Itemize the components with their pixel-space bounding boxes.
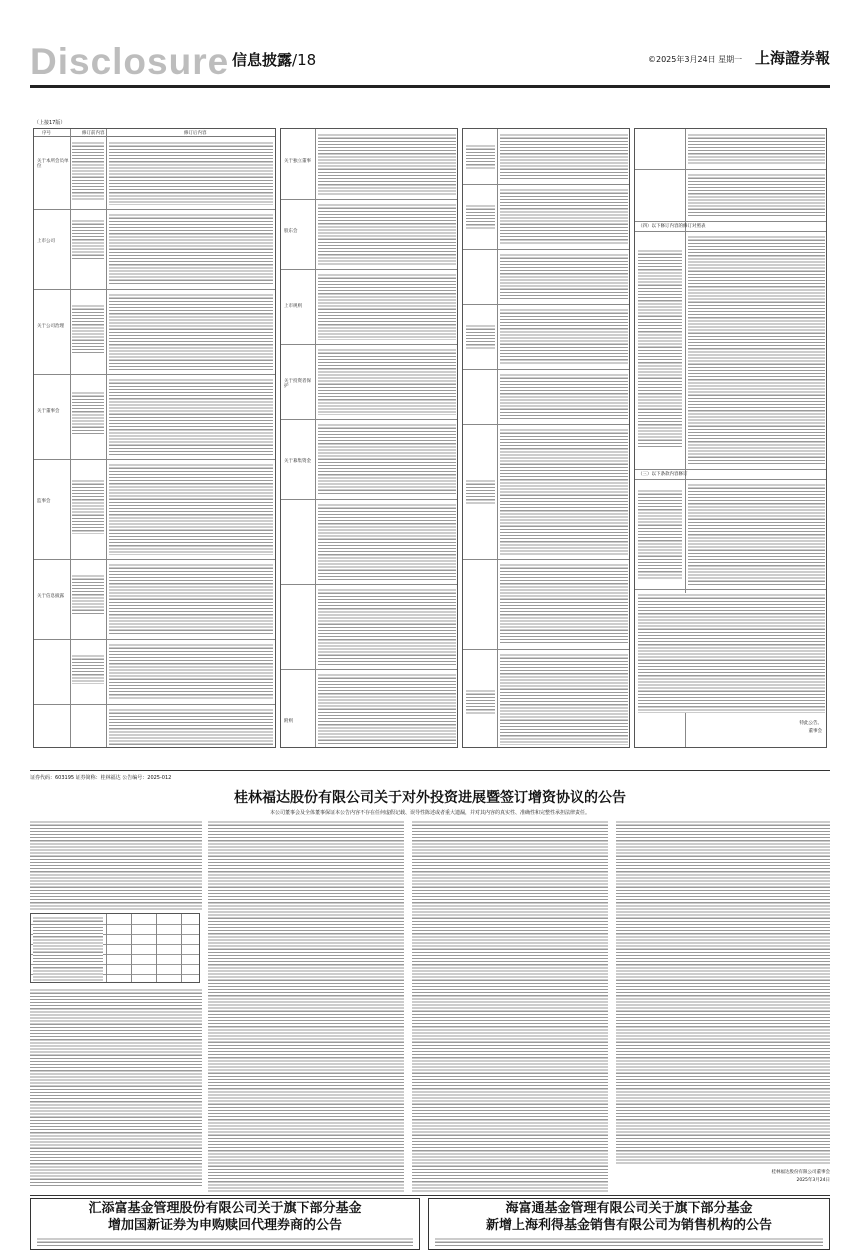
- announcement-title-line-1: 海富通基金管理有限公司关于旗下部分基金: [505, 1201, 753, 1216]
- announcement-title-line-1: 汇添富基金管理股份有限公司关于旗下部分基金: [88, 1201, 362, 1216]
- signature-date: 2025年3月24日: [796, 1178, 830, 1183]
- company-signature: 桂林福达股份有限公司董事会: [771, 1170, 830, 1175]
- row-label: 上市公司: [37, 239, 55, 244]
- newspaper-name: 上海證券報: [754, 49, 830, 67]
- revision-table-1: [33, 128, 276, 748]
- revision-table-3: [462, 128, 630, 748]
- col-header-after: 修订后内容: [184, 130, 207, 136]
- revision-column-4: [634, 128, 827, 748]
- sub-caption: （四）以下修订内容的修订对照表: [638, 224, 706, 229]
- revision-comparison-section: [30, 118, 830, 768]
- revision-column-1: [33, 128, 276, 748]
- announcement-body-col-4: [616, 820, 830, 1192]
- section-title: [232, 50, 316, 70]
- announcement-title-line-2: 增加国新证券为申购赎回代理券商的公告: [107, 1218, 342, 1233]
- huitianfu-announcement: [30, 1198, 420, 1250]
- announcement-title-line-2: 新增上海利得基金销售有限公司为销售机构的公告: [485, 1218, 772, 1233]
- announcement-title: 桂林福达股份有限公司关于对外投资进展暨签订增资协议的公告: [234, 790, 626, 806]
- row-label: 上市规则: [284, 304, 302, 309]
- section-name: 信息披露: [232, 51, 293, 69]
- announcement-body-col-1: [30, 820, 202, 1192]
- section-divider: [30, 1195, 830, 1196]
- signature-note: 特此公告。: [799, 721, 822, 726]
- disclosure-logo: Disclosure: [30, 41, 230, 82]
- row-label: 关于本所会员单位: [37, 159, 69, 169]
- row-label: 关于信息披露: [37, 594, 64, 599]
- row-label: 关于募集资金: [284, 459, 311, 464]
- board-statement: 本公司董事会及全体董事保证本公告内容不存在任何虚假记载、误导性陈述或者重大遗漏，并对其内容的真实性、准确性和完整性承担法律责任。: [269, 810, 590, 816]
- section-divider: [30, 770, 830, 771]
- row-label: 关于董事会: [37, 409, 60, 414]
- announcement-body-col-3: [412, 820, 608, 1192]
- row-label: 关于独立董事: [284, 159, 311, 164]
- continuation-note: （上接17版）: [34, 120, 66, 126]
- dateline: ©2025年3月24日 星期一: [648, 55, 743, 64]
- signature-org: 董事会: [808, 729, 822, 734]
- row-label: 监事会: [37, 499, 51, 504]
- revision-column-3: [462, 128, 630, 748]
- stock-code-line: 证券代码：603195 证券简称：桂林福达 公告编号：2025-012: [30, 775, 172, 781]
- financial-data-table: [30, 913, 200, 983]
- page-number: /18: [292, 51, 317, 69]
- row-label: 股东会: [284, 229, 298, 234]
- announcement-body-col-2: [208, 820, 404, 1192]
- row-label: 关于投资者保护: [284, 379, 311, 389]
- revision-table-2: [280, 128, 458, 748]
- haifutong-announcement: [428, 1198, 830, 1250]
- revision-table-4: [634, 128, 827, 748]
- col-header-before: 修订前内容: [82, 130, 105, 136]
- masthead-rule: [30, 85, 830, 88]
- revision-column-2: [280, 128, 458, 748]
- row-label: 关于公司治理: [37, 324, 64, 329]
- masthead: [30, 42, 830, 82]
- row-label: 附则: [284, 719, 293, 724]
- sub-caption: （三）以下条款内容修订: [638, 472, 688, 477]
- col-header-index: 序号: [42, 130, 51, 136]
